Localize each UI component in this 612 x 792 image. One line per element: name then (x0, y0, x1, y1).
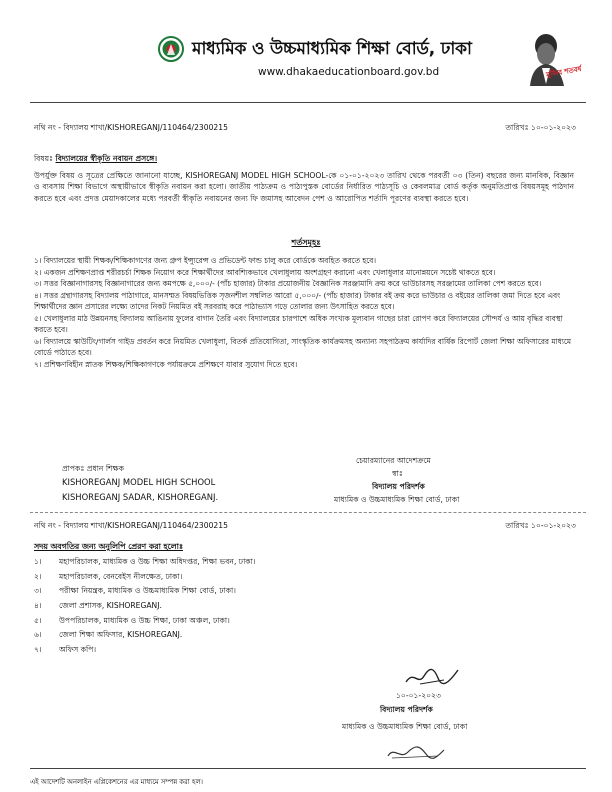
section-divider (30, 512, 586, 513)
subject-label: বিষয়ঃ (34, 154, 54, 163)
copy-list-item (34, 571, 574, 586)
copy-item-number: ২। (34, 571, 42, 581)
copy-list-item (34, 644, 574, 659)
condition-item: ৫। খেলাধুলার মাঠ উন্নয়নসহ বিদ্যালয় আঙিনায় ফুলের বাগান তৈরি এবং বিদ্যালয়ের চারপাশে অধিক সংখ্যক মূল্যবান গাছের চারা রোপণ করে বিদ্যালয়ের সৌন্দর্য ও আয় বৃদ্ধির ব্যবস্থা করতে হবে। (34, 313, 563, 334)
conditions-heading: শর্তসমূহঃ (291, 238, 321, 247)
mujib-centenary-badge: মুজিব শতবর্ষ (545, 64, 583, 80)
copy-item-number: ১। (34, 557, 42, 566)
copy-list (34, 556, 574, 659)
footer-note: এই আদেশটি অনলাইন এপ্লিকেশনের এর মাধ্যমে সম্পন্ন করা হল। (30, 778, 203, 786)
recipient-school-address: KISHOREGANJ SADAR, KISHOREGANJ. (62, 492, 219, 502)
copy-item-number: ৭। (34, 645, 42, 655)
board-logo-icon (158, 36, 184, 62)
copy-list-heading: সদয় অবগতির জন্য অনুলিপি প্রেরণ করা হলোঃ (34, 542, 184, 551)
copy-list-item (34, 629, 574, 644)
conditions-list (34, 255, 574, 370)
copy-item-text: অফিস কপি। (59, 645, 97, 655)
signature2-org: মাধ্যমিক ও উচ্চমাধ্যমিক শিক্ষা বোর্ড, ঢাকা (342, 722, 468, 731)
signature1-order-line: চেয়ারম্যানের আদেশক্রমে (356, 456, 431, 465)
signature2-date: ১০-০১-২০২৩ (396, 691, 441, 700)
copy-item-text: জেলা শিক্ষা অফিসার, KISHOREGANJ. (59, 630, 183, 640)
header-divider (30, 102, 586, 103)
signature1-title: বিদ্যালয় পরিদর্শক (372, 482, 425, 491)
recipient-label: প্রাপকঃ প্রধান শিক্ষক (62, 464, 125, 473)
copy-list-item (34, 556, 574, 571)
copy-item-text: জেলা প্রশাসক, KISHOREGANJ. (59, 601, 162, 611)
recipient-school-name: KISHOREGANJ MODEL HIGH SCHOOL (62, 477, 216, 487)
condition-item: ৭। প্রশিক্ষণবিহীন স্নাতক শিক্ষক/শিক্ষিকাগণকে পর্যায়ক্রমে প্রশিক্ষণে যাবার সুযোগ দিতে হবে। (34, 359, 298, 369)
memo-reference: নথি নং - বিদ্যালয় শাখা/KISHOREGANJ/110464/2300215 (34, 123, 228, 132)
copy-item-text: উপপরিচালক, মাধ্যমিক ও উচ্চ শিক্ষা, ঢাকা অঞ্চল, ঢাকা। (59, 615, 230, 625)
copy-item-text: পরীক্ষা নিয়ন্ত্রক, মাধ্যমিক ও উচ্চমাধ্যমিক শিক্ষা বোর্ড, ঢাকা। (59, 586, 236, 596)
copy-memo-date: তারিখঃ ১০-০১-২০২৩ (505, 521, 576, 530)
footer-divider (30, 768, 586, 769)
copy-item-text: মহাপরিচালক, বেনবেইস নীলক্ষেত, ঢাকা। (59, 571, 183, 581)
approver-signature-icon (386, 744, 446, 762)
condition-item: ২। একজন প্রশিক্ষণপ্রাপ্ত শরীরচর্চা শিক্ষক নিয়োগ করে শিক্ষার্থীদের আবশ্যিকভাবে খেলাধুলায় অংশগ্রহণ করানো এবং খেলাধুলার মানোন্নয়নে সচেষ্ট থাকতে হবে। (34, 267, 496, 277)
subject-text: বিদ্যালয়ের স্বীকৃতি নবায়ন প্রসঙ্গে। (55, 154, 158, 163)
signature2-title: বিদ্যালয় পরিদর্শক (380, 705, 433, 714)
copy-list-item (34, 600, 574, 615)
copy-list-item (34, 615, 574, 630)
condition-item: ৬। বিদ্যালয়ে স্কাউটিং/গার্লস গাইড প্রবর্তন করে নিয়মিত খেলাধুলা, বিতর্ক প্রতিযোগিতা, সাংস্কৃতিক কার্যক্রমসহ অন্যান্য সহপাঠক্রম কার্যাদির বার্ষিক রিপোর্ট জেলা শিক্ষা অফিসারের মাধ্যমে বোর্ডে পাঠাতে হবে। (34, 336, 571, 357)
memo-body: উপর্যুক্ত বিষয় ও সূত্রের প্রেক্ষিতে জানানো যাচ্ছে, KISHOREGANJ MODEL HIGH SCHOOL-কে ০১-০১-২০২৩ তারিখ থেকে পরবর্তী ০৩ (তিন) বছরের জন্য মানবিক, বিজ্ঞান ও ব্যবসায় শিক্ষা বিভাগে অস্থায়ীভাবে স্বীকৃতি নবায়ন করা হলো। জাতীয় পাঠ্যক্রম ও পাঠ্যপুস্তক বোর্ডের নির্ধারিত পাঠ্যসূচি ও কেবলমাত্র বোর্ড কর্তৃক অনুমতিপ্রাপ্ত বিষয়সমূহ পাঠদান করতে হবে এবং প্রদত্ত মেয়াদকালের মধ্যে পরবর্তী স্বীকৃতি নবায়নের জন্য ফি জমাসহ আবেদন পেশ ও আরোপিত শর্তাদি পূরণের ব্যবস্থা করতে হবে। (34, 171, 574, 203)
condition-item: ৪। সত্তর গ্রন্থাগারসহ বিদ্যালয় পাঠাগারে, মানসম্মত বিষয়ভিত্তিক সৃজনশীল সম্বলিত আরো ৫,০০০/- (পাঁচ হাজার) টাকার বই ক্রয় করে ভাউচার ও বইয়ের তালিকা জমা দিতে হবে এবং শিক্ষার্থীদের জ্ঞান প্রসারের লক্ষ্যে তাদের নিকট নিয়মিত বই সরবরাহ করে পাঠাভ্যাস গড়ে তোলার জন্য উৎসাহিত করতে হবে। (34, 290, 561, 311)
memo-subject (34, 153, 157, 166)
condition-item: ১। বিদ্যালয়ের স্থায়ী শিক্ষক/শিক্ষিকাগণের জন্য গ্রুপ ইন্স্যুরেন্স ও প্রভিডেন্ট ফান্ড চালু করে বোর্ডকে অবহিত করতে হবে। (34, 256, 377, 265)
copy-memo-reference: নথি নং - বিদ্যালয় শাখা/KISHOREGANJ/110464/2300215 (34, 521, 228, 530)
copy-list-item (34, 585, 574, 600)
board-website: www.dhakaeducationboard.gov.bd (258, 66, 440, 78)
signature1-signed: স্বাঃ (392, 469, 403, 478)
signature1-org: মাধ্যমিক ও উচ্চমাধ্যমিক শিক্ষা বোর্ড, ঢাকা (334, 495, 460, 504)
board-title: মাধ্যমিক ও উচ্চমাধ্যমিক শিক্ষা বোর্ড, ঢাকা (192, 39, 472, 59)
copy-item-number: ৪। (34, 601, 42, 611)
inspector-signature-icon (404, 664, 460, 688)
copy-item-number: ৬। (34, 630, 42, 640)
copy-item-number: ৩। (34, 586, 42, 596)
copy-item-number: ৫। (34, 615, 42, 625)
copy-item-text: মহাপরিচালক, মাধ্যমিক ও উচ্চ শিক্ষা অধিদপ্তর, শিক্ষা ভবন, ঢাকা। (59, 557, 256, 566)
condition-item: ৩। সত্তর বিজ্ঞানাগারসহ বিজ্ঞানাগারের জন্য কমপক্ষে ৫,০০০/- (পাঁচ হাজার) টাকার প্রয়োজনীয় বৈজ্ঞানিক সরঞ্জামাদি ক্রয় করে ভাউচারসহ সরঞ্জামের তালিকা পেশ করতে হবে। (34, 279, 542, 288)
memo-date: তারিখঃ ১০-০১-২০২৩ (505, 123, 576, 132)
